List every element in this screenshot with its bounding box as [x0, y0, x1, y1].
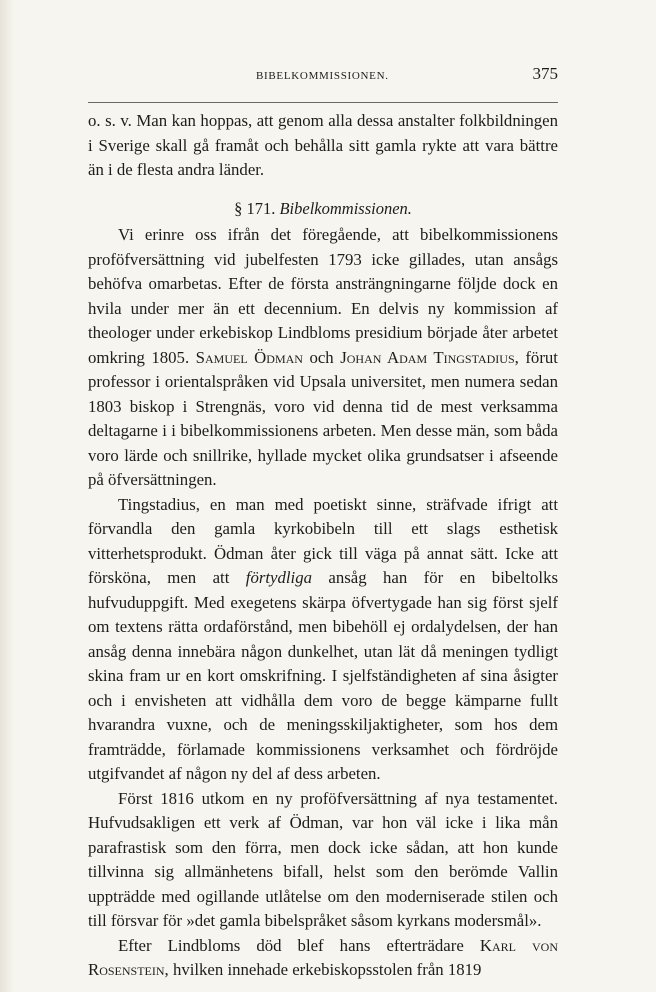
page-number: 375 [532, 64, 558, 83]
continued-paragraph: o. s. v. Man kan hoppas, att genom alla dessa anstalter folkbildningen i Sverige skall gå framåt och behålla sitt gamla rykte att vara bättre än i de flesta andra länder. [88, 111, 558, 179]
paragraph-4 [88, 934, 558, 983]
paragraph-3: Först 1816 utkom en ny proföfversättning af nya testamentet. Hufvudsakligen ett verk af Ödman, var hon väl icke i lika mån parafrastisk som den förra, men dock icke sådan, att hon kunde tillvinna sig allmänhetens bifall, helst som den berömde Vallin uppträdde med ogillande utlåtelse om den moderniserade stilen och till försvar för »det gamla bibelspråket såsom kyrkans modersmål». [88, 788, 558, 930]
emphasized-word: förtydliga [245, 568, 312, 587]
paragraph-1 [88, 223, 558, 493]
book-page [88, 66, 558, 983]
paragraph-1-text-a: Vi erinre oss ifrån det föregående, att bibelkommissionens proföfversättning vid jubelfesten 1793 icke gillades, utan ansågs behöfva omarbetas. Efter de första ansträngningarne följde dock en hvila under mer än ett decennium. En delvis ny kommission af theologer under erkebiskop Lindbloms presidium började åter arbetet omkring 1805. [88, 225, 558, 367]
paragraph-2-text-b: ansåg han för en bibeltolks hufvuduppgift. Med exegetens skärpa öfvertygade han sig först sjelf om textens rätta ordaförstånd, men bibehöll ej ordalydelsen, der han ansåg denna innebära någon dunkelhet, utan lät då meningen tydligt skina fram ur en kort omskrifning. I sjelfständigheten af sina åsigter och i envisheten att vidhålla dem voro de begge kämparne fullt hvarandra vuxne, och de meningsskiljaktigheter, som hos dem framträdde, förlamade kommissionens verksamhet och fördröjde utgifvandet af någon ny del af dess arbeten. [88, 568, 558, 783]
person-name-rosenstein: Karl von Rosenstein, [88, 935, 558, 979]
page-edge [0, 0, 14, 992]
header-rule [88, 102, 558, 103]
paragraph-2 [88, 493, 558, 787]
page-body [88, 109, 558, 983]
running-title: BIBELKOMMISSIONEN. [256, 70, 389, 82]
paragraph-4-text-b: hvilken innehade erkebiskopsstolen från 1819 [172, 960, 482, 979]
person-name-tingstadius: Johan Adam Tingstadius, [340, 347, 519, 367]
paragraph-1-text-b: och [309, 347, 334, 367]
section-title: Bibelkommissionen. [279, 198, 412, 218]
section-number: § 171. [234, 198, 276, 218]
person-name-odman: Samuel Ödman [195, 347, 303, 367]
running-header [88, 66, 558, 92]
section-heading [88, 197, 558, 222]
paragraph-1-text-c: förut professor i orientalspråken vid Upsala universitet, men numera sedan 1803 biskop i Strengnäs, voro vid denna tid de mest verksamma deltagarne i i bibelkommissionens arbeten. Men desse män, som båda voro lärde och snillrike, hyllade mycket olika grundsatser i afseende på öfversättningen. [88, 347, 558, 489]
paragraph-4-text-a: Efter Lindbloms död blef hans efterträdare [118, 935, 464, 955]
paragraph-2-text-a: Tingstadius, en man med poetiskt sinne, sträfvade ifrigt att förvandla den gamla kyrkobibeln till ett slags esthetisk vitterhetsprodukt. Ödman åter gick till väga på annat sätt. Icke att försköna, men att [88, 494, 558, 587]
